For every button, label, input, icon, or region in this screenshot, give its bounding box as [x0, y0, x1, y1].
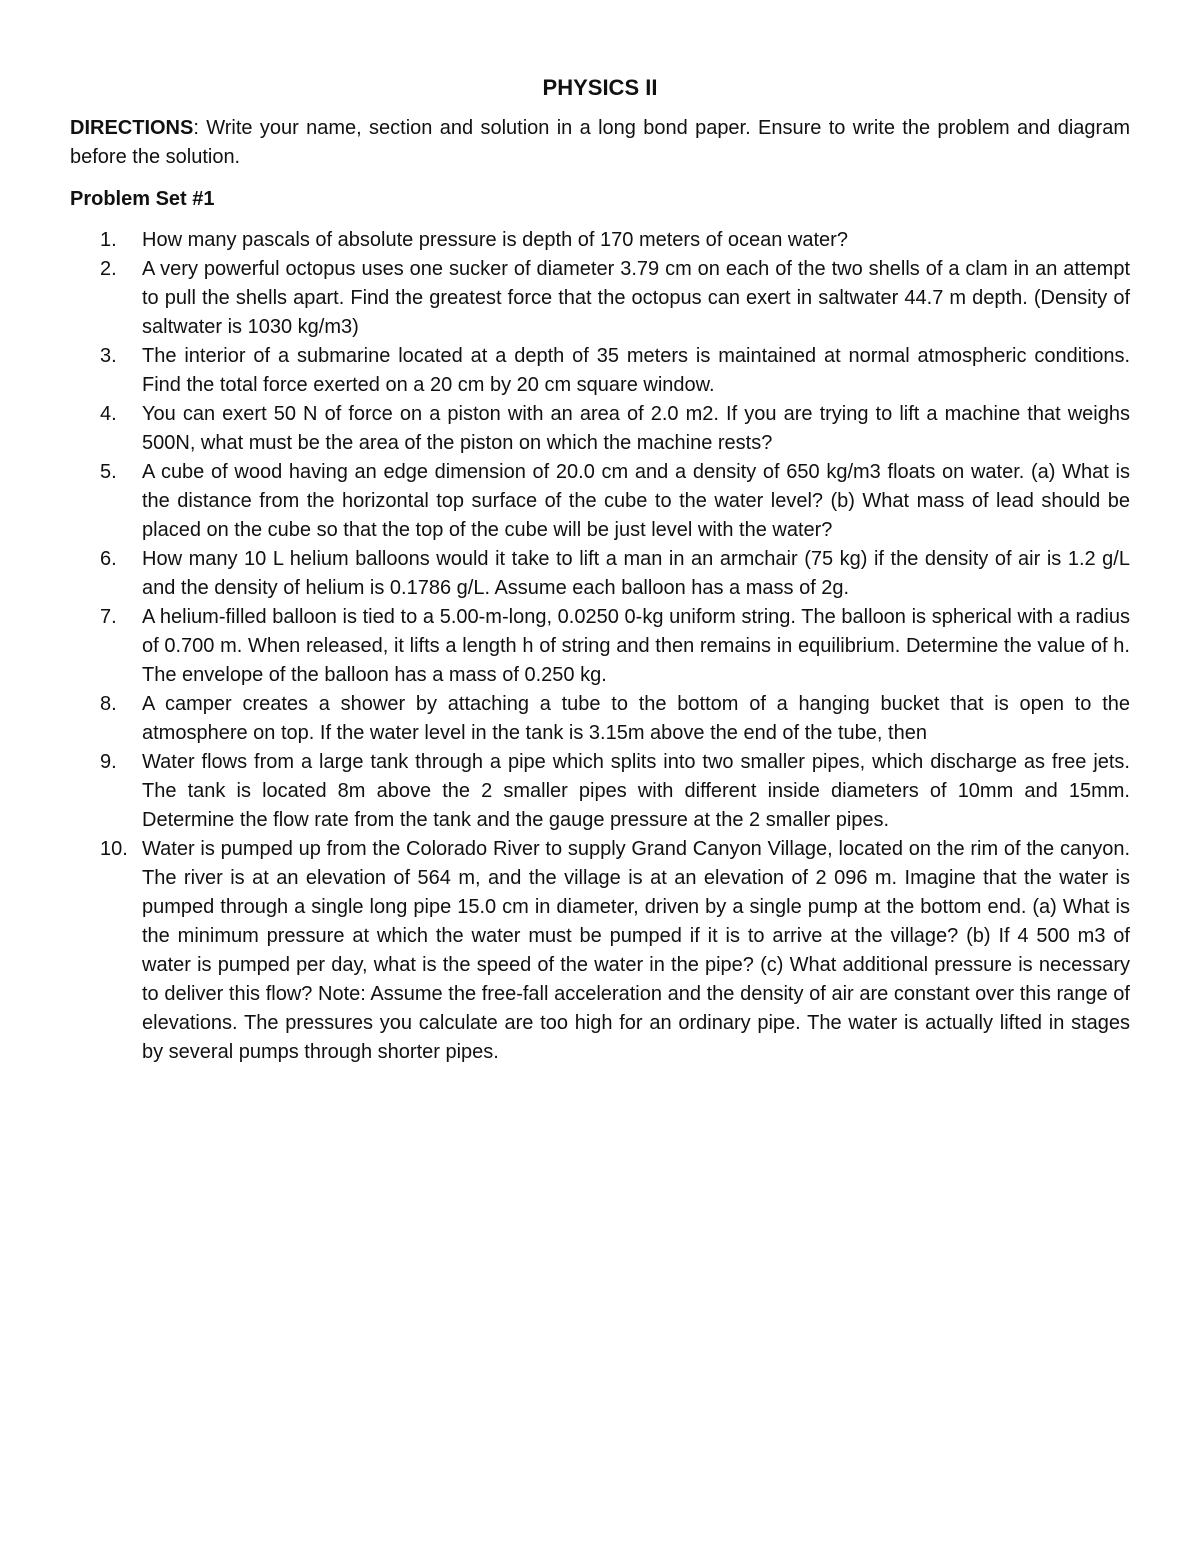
problem-item-8	[70, 690, 1130, 748]
problem-text: A cube of wood having an edge dimension of 20.0 cm and a density of 650 kg/m3 floats on water. (a) What is the distance from the horizontal top surface of the cube to the water level? (b) What mass of lead should be placed on the cube so that the top of the cube will be just level with the water?	[142, 461, 1130, 541]
directions-paragraph	[70, 114, 1130, 172]
problem-text: How many 10 L helium balloons would it take to lift a man in an armchair (75 kg) if the density of air is 1.2 g/L and the density of helium is 0.1786 g/L. Assume each balloon has a mass of 2g.	[142, 548, 1130, 599]
problem-text: How many pascals of absolute pressure is depth of 170 meters of ocean water?	[142, 229, 848, 251]
problem-text: A helium-filled balloon is tied to a 5.00-m-long, 0.0250 0-kg uniform string. The balloon is spherical with a radius of 0.700 m. When released, it lifts a length h of string and then remains in equilibrium. Determine the value of h. The envelope of the balloon has a mass of 0.250 kg.	[142, 606, 1130, 686]
problem-text: Water is pumped up from the Colorado River to supply Grand Canyon Village, located on the rim of the canyon. The river is at an elevation of 564 m, and the village is at an elevation of 2 096 m. Imagine that the water is pumped through a single long pipe 15.0 cm in diameter, driven by a single pump at the bottom end. (a) What is the minimum pressure at which the water must be pumped if it is to arrive at the village? (b) If 4 500 m3 of water is pumped per day, what is the speed of the water in the pipe? (c) What additional pressure is necessary to deliver this flow? Note: Assume the free-fall acceleration and the density of air are constant over this range of elevations. The pressures you calculate are too high for an ordinary pipe. The water is actually lifted in stages by several pumps through shorter pipes.	[142, 838, 1130, 1063]
problem-number: 8.	[100, 693, 117, 715]
problem-item-9	[70, 748, 1130, 835]
problem-number: 10.	[100, 838, 128, 860]
page-title: PHYSICS II	[542, 75, 658, 100]
problem-number: 3.	[100, 345, 117, 367]
problem-item-2	[70, 255, 1130, 342]
problem-item-6	[70, 545, 1130, 603]
problem-number: 2.	[100, 258, 117, 280]
problem-item-7	[70, 603, 1130, 690]
problem-number: 1.	[100, 229, 117, 251]
problem-list	[70, 226, 1130, 1067]
problem-item-1	[70, 226, 1130, 255]
problem-item-10	[70, 835, 1130, 1067]
problem-item-3	[70, 342, 1130, 400]
problem-number: 7.	[100, 606, 117, 628]
problem-number: 4.	[100, 403, 117, 425]
document-page	[70, 70, 1130, 1067]
problem-set-title: Problem Set #1	[70, 188, 215, 210]
problem-text: The interior of a submarine located at a depth of 35 meters is maintained at normal atmospheric conditions. Find the total force exerted on a 20 cm by 20 cm square window.	[142, 345, 1130, 396]
problem-item-4	[70, 400, 1130, 458]
problem-text: A camper creates a shower by attaching a tube to the bottom of a hanging bucket that is open to the atmosphere on top. If the water level in the tank is 3.15m above the end of the tube, then	[142, 693, 1130, 744]
directions-label: DIRECTIONS	[70, 117, 194, 139]
problem-number: 5.	[100, 461, 117, 483]
problem-number: 9.	[100, 751, 117, 773]
problem-number: 6.	[100, 548, 117, 570]
problem-text: A very powerful octopus uses one sucker of diameter 3.79 cm on each of the two shells of a clam in an attempt to pull the shells apart. Find the greatest force that the octopus can exert in saltwater 44.7 m depth. (Density of saltwater is 1030 kg/m3)	[142, 258, 1130, 338]
directions-text: : Write your name, section and solution in a long bond paper. Ensure to write the problem and diagram before the solution.	[70, 117, 1130, 168]
problem-text: Water flows from a large tank through a pipe which splits into two smaller pipes, which discharge as free jets. The tank is located 8m above the 2 smaller pipes with different inside diameters of 10mm and 15mm. Determine the flow rate from the tank and the gauge pressure at the 2 smaller pipes.	[142, 751, 1130, 831]
problem-text: You can exert 50 N of force on a piston with an area of 2.0 m2. If you are trying to lift a machine that weighs 500N, what must be the area of the piston on which the machine rests?	[142, 403, 1130, 454]
problem-item-5	[70, 458, 1130, 545]
